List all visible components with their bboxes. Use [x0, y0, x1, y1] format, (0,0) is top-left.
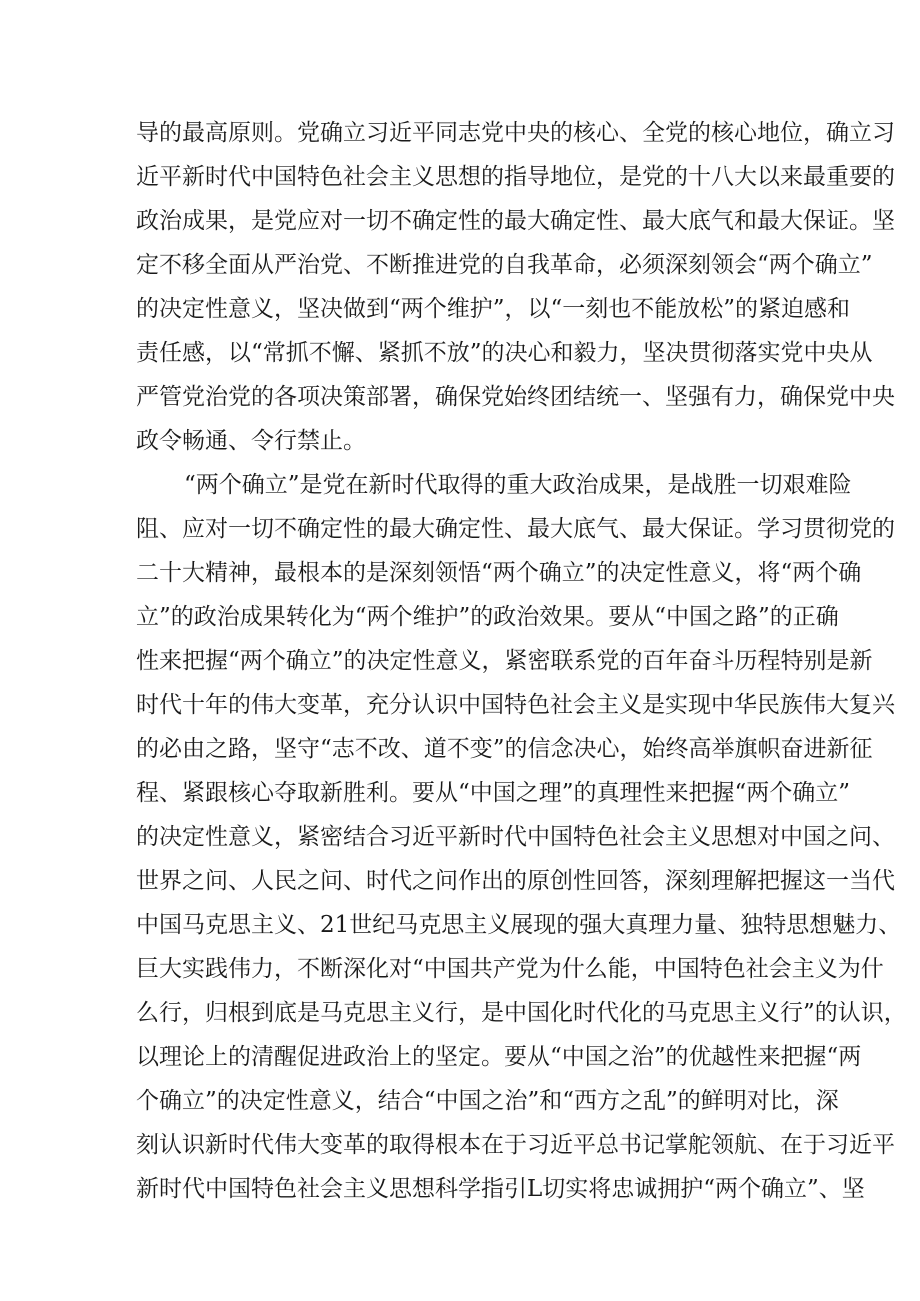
paragraph-line: 政令畅通、令行禁止。 [136, 428, 366, 454]
paragraph-line: 性来把握“两个确立”的决定性意义，紧密联系党的百年奋斗历程特别是新 [136, 648, 873, 674]
paragraph-line: 政治成果，是党应对一切不确定性的最大确定性、最大底气和最大保证。坚 [136, 208, 895, 234]
paragraph-line: 的必由之路，坚守“志不改、道不变”的信念决心，始终高举旗帜奋进新征 [136, 736, 873, 762]
paragraph-line: 责任感，以“常抓不懈、紧抓不放”的决心和毅力，坚决贯彻落实党中央从 [136, 340, 873, 366]
paragraph-line: 以理论上的清醒促进政治上的坚定。要从“中国之治”的优越性来把握“两 [136, 1044, 862, 1070]
paragraph-line: 刻认识新时代伟大变革的取得根本在于习近平总书记掌舵领航、在于习近平 [136, 1132, 895, 1158]
paragraph-line: 严管党治党的各项决策部署，确保党始终团结统一、坚强有力，确保党中央 [136, 384, 895, 410]
paragraph-line: 阻、应对一切不确定性的最大确定性、最大底气、最大保证。学习贯彻党的 [136, 516, 895, 542]
paragraph-line: 二十大精神，最根本的是深刻领悟“两个确立”的决定性意义，将“两个确 [136, 560, 862, 586]
paragraph-line: 个确立”的决定性意义，结合“中国之治”和“西方之乱”的鲜明对比，深 [136, 1088, 839, 1114]
paragraph-line: 的决定性意义，坚决做到“两个维护”，以“一刻也不能放松”的紧迫感和 [136, 296, 851, 322]
paragraph-line: 中国马克思主义、21世纪马克思主义展现的强大真理力量、独特思想魅力、 [136, 912, 902, 938]
paragraph-line: 时代十年的伟大变革，充分认识中国特色社会主义是实现中华民族伟大复兴 [136, 692, 895, 718]
paragraph-line: 程、紧跟核心夺取新胜利。要从“中国之理”的真理性来把握“两个确立” [136, 780, 851, 806]
paragraph-line: 定不移全面从严治党、不断推进党的自我革命，必须深刻领会“两个确立” [136, 252, 873, 278]
paragraph-line: 的决定性意义，紧密结合习近平新时代中国特色社会主义思想对中国之问、 [136, 824, 895, 850]
paragraph-line: 近平新时代中国特色社会主义思想的指导地位，是党的十八大以来最重要的 [136, 164, 895, 190]
paragraph-line: 立”的政治成果转化为“两个维护”的政治效果。要从“中国之路”的正确 [136, 604, 839, 630]
paragraph-line: 巨大实践伟力，不断深化对“中国共产党为什么能，中国特色社会主义为什 [136, 956, 884, 982]
paragraph-line: 世界之问、人民之问、时代之问作出的原创性回答，深刻理解把握这一当代 [136, 868, 895, 894]
paragraph-line: 么行，归根到底是马克思主义行，是中国化时代化的马克思主义行”的认识， [136, 1000, 907, 1026]
paragraph-line: “两个确立”是党在新时代取得的重大政治成果，是战胜一切艰难险 [184, 472, 852, 498]
paragraph-line: 导的最高原则。党确立习近平同志党中央的核心、全党的核心地位，确立习 [136, 120, 895, 146]
paragraph-line: 新时代中国特色社会主义思想科学指引L切实将忠诚拥护“两个确立”、坚 [136, 1176, 865, 1202]
